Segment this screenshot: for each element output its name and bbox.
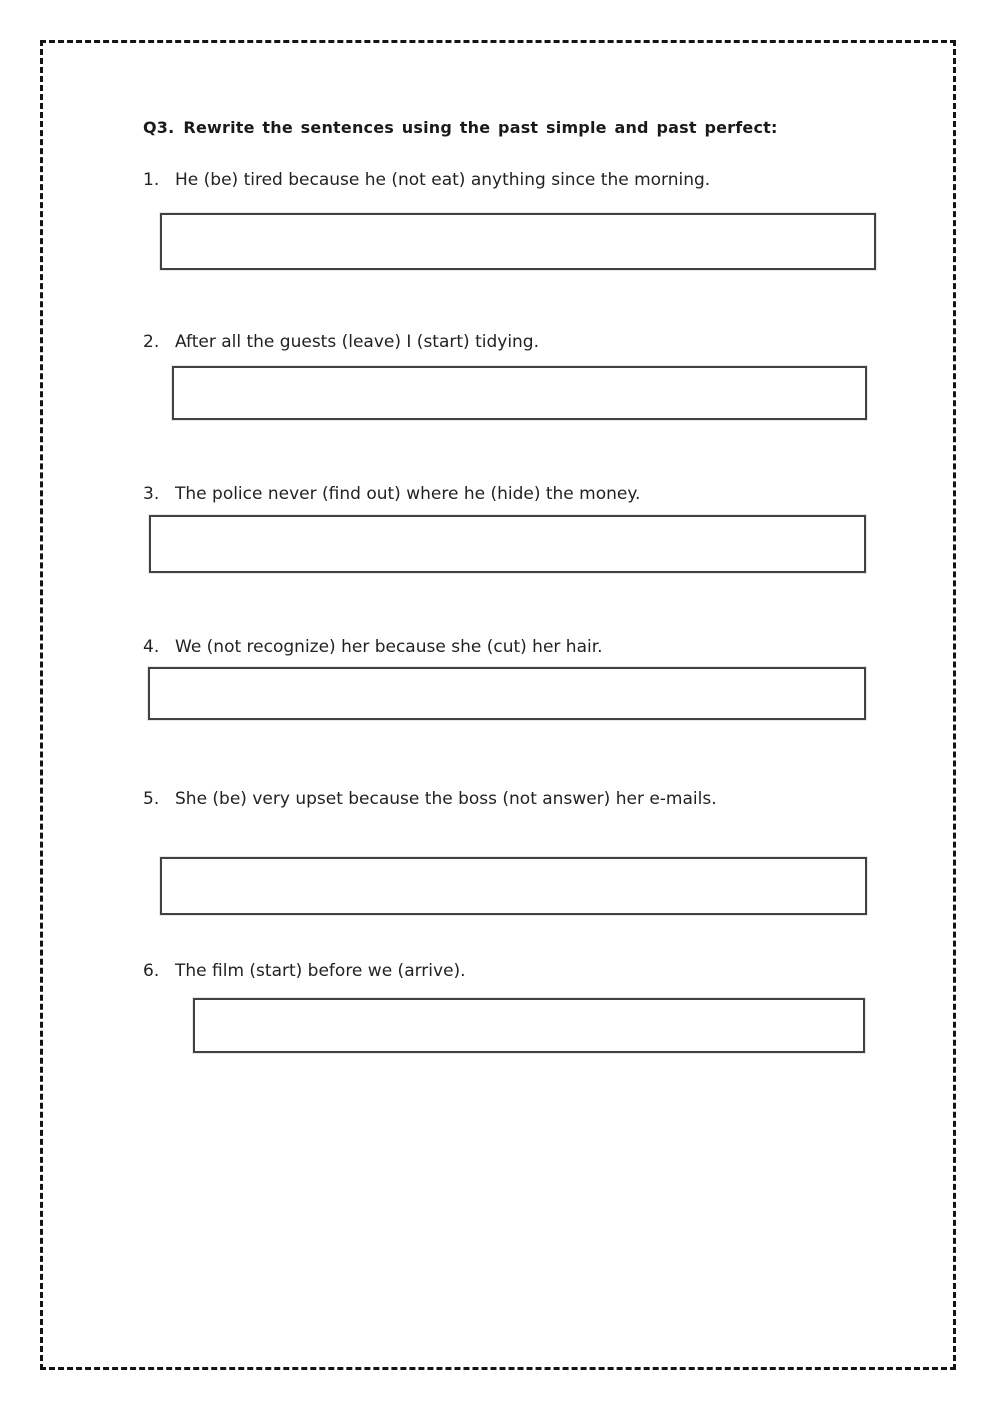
- answer-input-5[interactable]: [160, 857, 867, 915]
- question-text: The film (start) before we (arrive).: [175, 961, 466, 981]
- heading-question-label: Q3.: [143, 118, 175, 137]
- question-item-3: [143, 483, 640, 505]
- answer-input-6[interactable]: [193, 998, 865, 1053]
- question-text: After all the guests (leave) I (start) tidying.: [175, 332, 540, 352]
- question-number: 3.: [143, 484, 160, 504]
- question-number: 6.: [143, 961, 160, 981]
- question-number: 1.: [143, 170, 160, 190]
- answer-input-2[interactable]: [172, 366, 867, 420]
- question-item-2: [143, 331, 539, 353]
- question-text: The police never (find out) where he (hide) the money.: [175, 484, 641, 504]
- question-number: 5.: [143, 789, 160, 809]
- question-text: He (be) tired because he (not eat) anything since the morning.: [175, 170, 711, 190]
- answer-input-4[interactable]: [148, 667, 866, 720]
- question-item-4: [143, 636, 603, 658]
- question-text: She (be) very upset because the boss (not answer) her e-mails.: [175, 789, 717, 809]
- question-number: 4.: [143, 637, 160, 657]
- answer-input-3[interactable]: [149, 515, 866, 573]
- question-text: We (not recognize) her because she (cut) her hair.: [175, 637, 603, 657]
- answer-input-1[interactable]: [160, 213, 876, 270]
- question-item-5: [143, 788, 717, 810]
- question-number: 2.: [143, 332, 160, 352]
- question-item-1: [143, 169, 710, 191]
- question-heading: [143, 118, 778, 137]
- question-item-6: [143, 960, 466, 982]
- heading-text: Rewrite the sentences using the past simple and past perfect:: [183, 118, 778, 137]
